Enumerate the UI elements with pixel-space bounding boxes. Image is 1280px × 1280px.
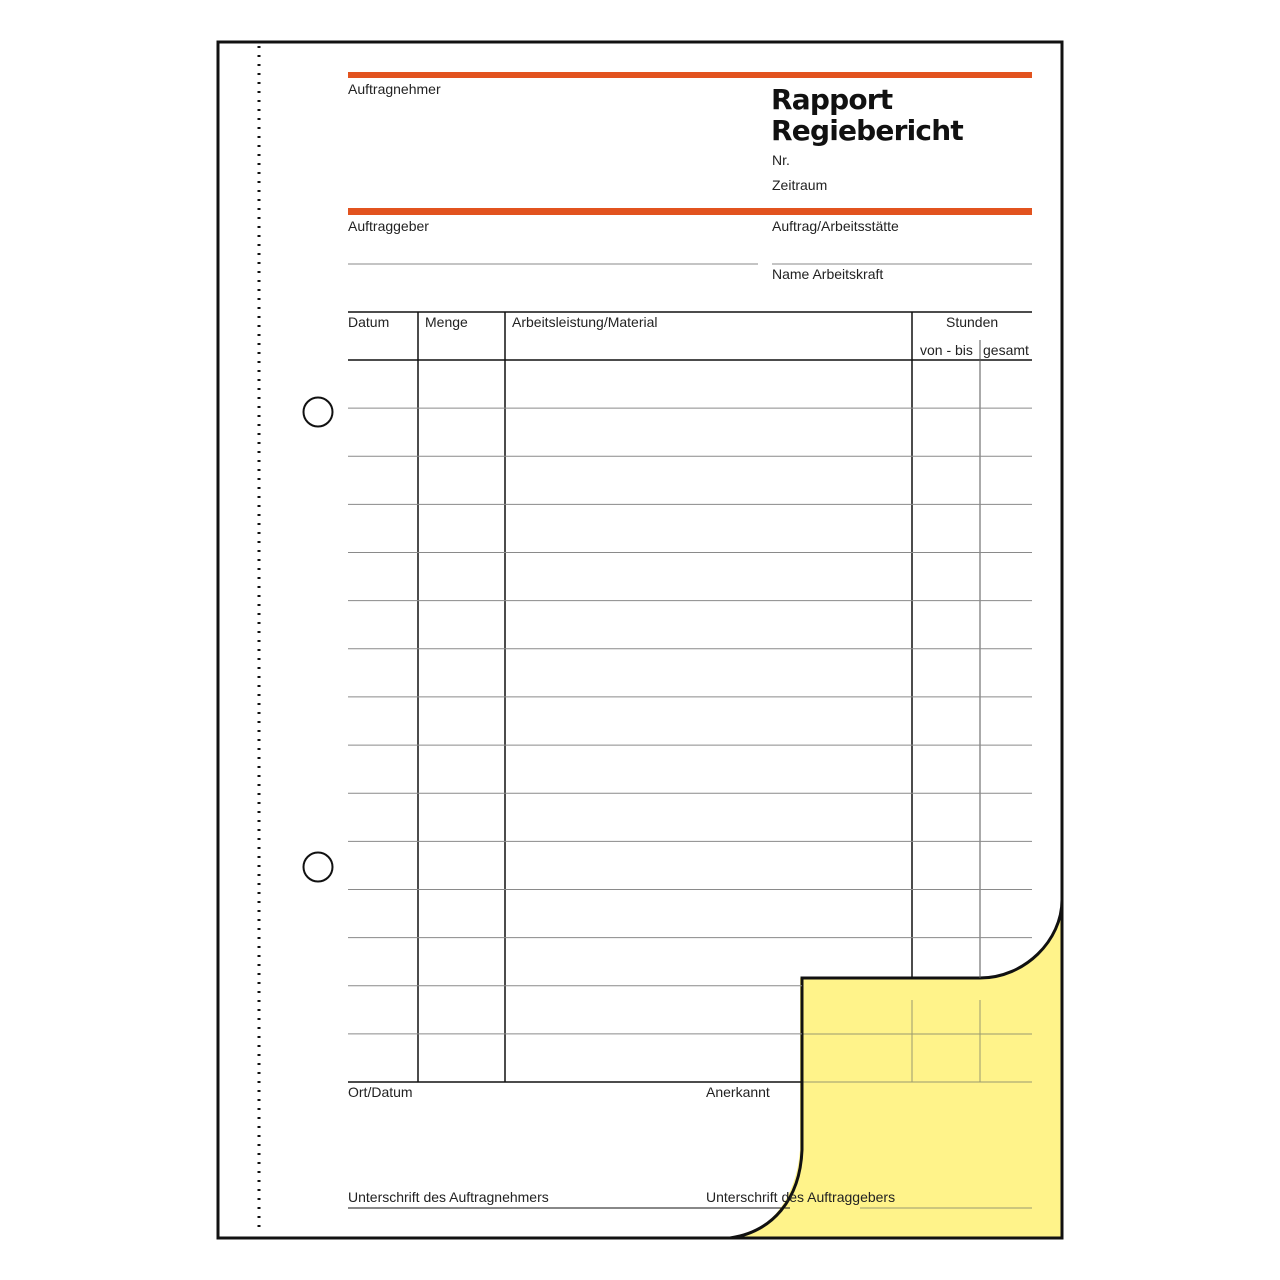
table-row-lines: [348, 408, 1032, 1034]
col-header-datum: Datum: [348, 314, 390, 330]
auftrag-label: Auftrag/Arbeitsstätte: [772, 218, 899, 234]
anerkannt-label: Anerkannt: [706, 1084, 770, 1100]
accent-bar-top: [348, 72, 1032, 78]
nr-label: Nr.: [772, 152, 790, 168]
col-header-von-bis: von - bis: [920, 342, 973, 358]
punch-hole-bottom: [304, 853, 333, 882]
ort-datum-label: Ort/Datum: [348, 1084, 413, 1100]
auftraggeber-label: Auftraggeber: [348, 218, 429, 234]
signature-auftragnehmer-label: Unterschrift des Auftragnehmers: [348, 1189, 549, 1205]
col-header-gesamt: gesamt: [983, 342, 1029, 358]
punch-hole-top: [304, 398, 333, 427]
form-title-regiebericht: Regiebericht: [771, 114, 963, 147]
name-arbeitskraft-label: Name Arbeitskraft: [772, 266, 884, 282]
col-header-menge: Menge: [425, 314, 468, 330]
zeitraum-label: Zeitraum: [772, 177, 828, 193]
auftragnehmer-label: Auftragnehmer: [348, 81, 441, 97]
accent-bar-middle: [348, 208, 1032, 215]
col-header-stunden: Stunden: [946, 314, 999, 330]
form-title-rapport: Rapport: [771, 83, 893, 116]
col-header-arbeitsleistung: Arbeitsleistung/Material: [512, 314, 658, 330]
copy-sheet-yellow: [730, 900, 1062, 1238]
signature-auftraggeber-label: Unterschrift des Auftraggebers: [706, 1189, 896, 1205]
